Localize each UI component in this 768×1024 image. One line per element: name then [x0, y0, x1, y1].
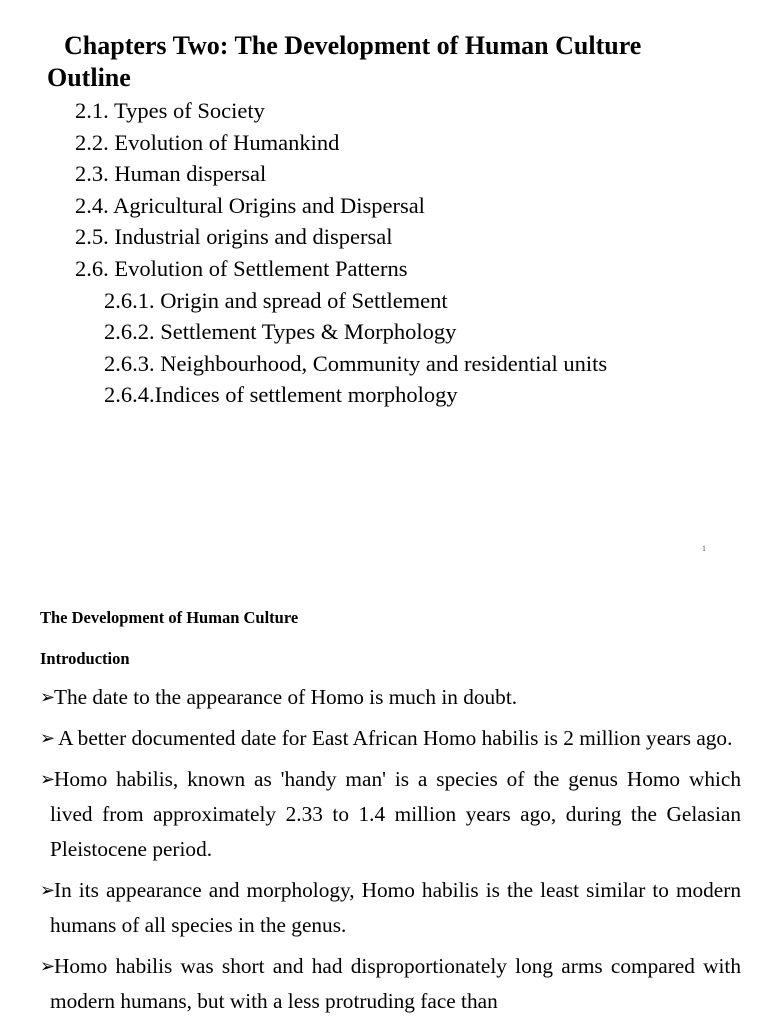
outline-item: 2.3. Human dispersal	[75, 161, 267, 187]
bullet-text: Homo habilis was short and had disproportionately long arms compared with modern humans, but with a less protruding face than	[50, 954, 741, 1013]
bullet-text: The date to the appearance of Homo is much in doubt.	[54, 685, 518, 709]
outline-list	[0, 95, 607, 411]
section-title: The Development of Human Culture	[40, 608, 299, 627]
arrow-bullet-icon: ➢	[40, 728, 56, 748]
arrow-bullet-icon: ➢	[40, 687, 56, 707]
outline-subitem: 2.6.4.Indices of settlement morphology	[104, 382, 458, 408]
outline-item: 2.2. Evolution of Humankind	[75, 129, 340, 155]
bullet-item	[40, 873, 741, 943]
bullet-list	[40, 680, 741, 1024]
outline-item: 2.4. Agricultural Origins and Dispersal	[75, 192, 425, 218]
outline-heading: Outline	[47, 63, 131, 92]
bullet-item	[40, 721, 741, 756]
outline-subitem: 2.6.1. Origin and spread of Settlement	[104, 287, 448, 313]
outline-item: 2.5. Industrial origins and dispersal	[75, 224, 393, 250]
outline-subitem: 2.6.2. Settlement Types & Morphology	[104, 319, 457, 345]
bullet-item	[40, 680, 741, 715]
bullet-item	[40, 762, 741, 867]
chapter-title: Chapters Two: The Development of Human Culture	[64, 31, 642, 60]
outline-subitem: 2.6.3. Neighbourhood, Community and residential units	[104, 350, 608, 376]
outline-item: 2.6. Evolution of Settlement Patterns	[75, 255, 408, 281]
bullet-text: In its appearance and morphology, Homo habilis is the least similar to modern humans of all species in the genus.	[50, 878, 741, 937]
arrow-bullet-icon: ➢	[40, 956, 56, 976]
arrow-bullet-icon: ➢	[40, 769, 56, 789]
introduction-heading: Introduction	[40, 649, 130, 668]
outline-item: 2.1. Types of Society	[75, 98, 265, 123]
bullet-item	[40, 949, 741, 1019]
bullet-text: A better documented date for East African Homo habilis is 2 million years ago.	[58, 726, 733, 750]
arrow-bullet-icon: ➢	[40, 880, 56, 900]
slide-page-number: 1	[702, 544, 706, 553]
bullet-text: Homo habilis, known as 'handy man' is a species of the genus Homo which lived from approximately 2.33 to 1.4 million years ago, during the Gelasian Pleistocene period.	[50, 767, 741, 861]
